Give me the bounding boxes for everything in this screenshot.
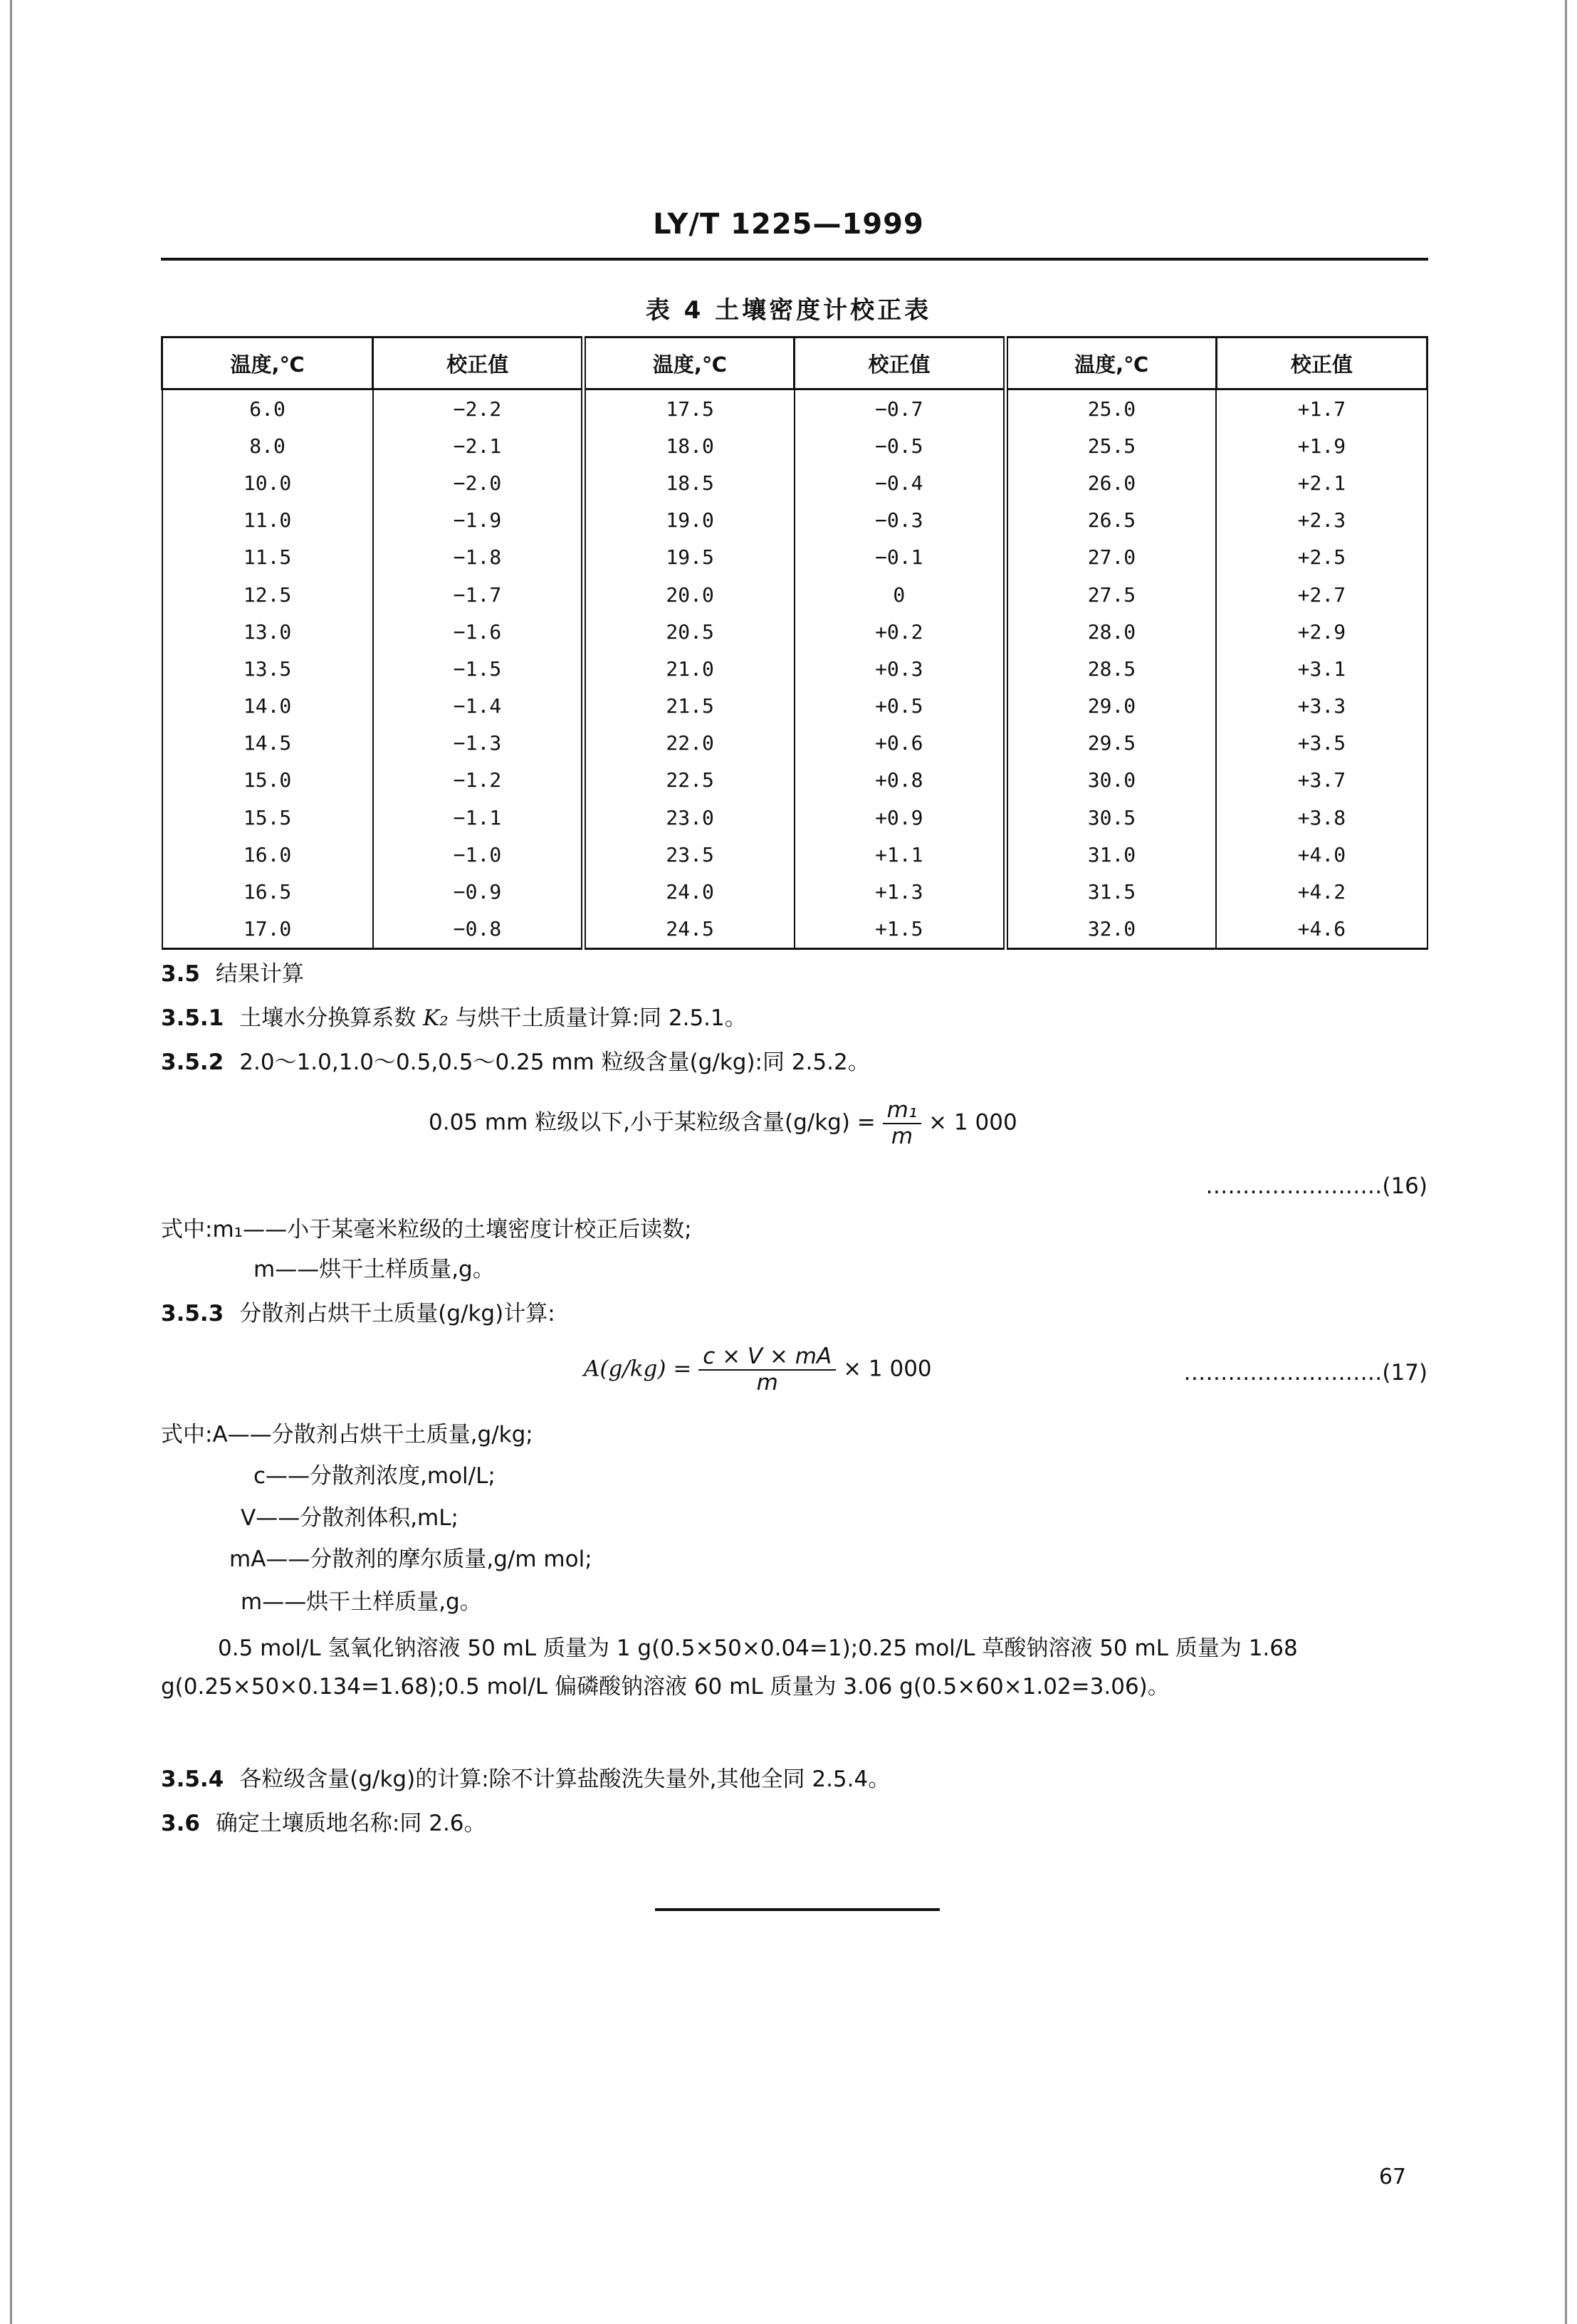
temperature-cell: 24.5 <box>584 911 795 949</box>
formula-16 <box>429 1099 1017 1148</box>
temperature-cell: 16.5 <box>162 873 373 910</box>
reagent-mass-note: 0.5 mol/L 氢氧化钠溶液 50 mL 质量为 1 g(0.5×50×0.04=1);0.25 mol/L 草酸钠溶液 50 mL 质量为 1.68 g(0.25×50×0.134=1.68);0.5 mol/L 偏磷酸钠溶液 60 mL 质量为 3.06 g(0.5×60×1.02=3.06)。 <box>161 1635 1298 1700</box>
section-title: 结果计算 <box>215 961 304 987</box>
section-number: 3.6 <box>161 1811 200 1836</box>
equation-number-17: ………………………(17) <box>1183 1360 1427 1386</box>
temperature-cell: 25.5 <box>1005 427 1216 464</box>
temperature-cell: 15.0 <box>162 762 373 799</box>
fraction-denominator: m <box>891 1124 913 1149</box>
fraction-numerator: c × V × mA <box>698 1346 836 1371</box>
temperature-cell: 28.5 <box>1005 650 1216 687</box>
table-row <box>162 650 1427 687</box>
where-label: 式中: <box>161 1217 213 1242</box>
correction-cell: +2.9 <box>1216 613 1427 650</box>
temperature-cell: 29.0 <box>1005 688 1216 725</box>
table-header-row <box>162 337 1427 389</box>
temperature-cell: 21.0 <box>584 650 795 687</box>
correction-cell: +1.9 <box>1216 427 1427 464</box>
section-number: 3.5 <box>161 961 200 987</box>
temperature-cell: 22.0 <box>584 725 795 762</box>
temperature-cell: 18.0 <box>584 427 795 464</box>
temperature-cell: 16.0 <box>162 836 373 873</box>
col-header-correction: 校正值 <box>795 337 1005 389</box>
variable-definition: m₁——小于某毫米粒级的土壤密度计校正后读数; <box>212 1217 692 1242</box>
temperature-cell: 23.5 <box>584 836 795 873</box>
temperature-cell: 22.5 <box>584 762 795 799</box>
correction-cell: −1.6 <box>373 613 584 650</box>
table-row <box>162 539 1427 576</box>
correction-cell: −0.8 <box>373 911 584 949</box>
table-row <box>162 873 1427 910</box>
table-row <box>162 427 1427 464</box>
correction-cell: +4.0 <box>1216 836 1427 873</box>
correction-cell: +3.3 <box>1216 688 1427 725</box>
formula-fraction <box>883 1099 922 1148</box>
temperature-cell: 25.0 <box>1005 389 1216 428</box>
temperature-cell: 6.0 <box>162 389 373 428</box>
where-17-m: m——烘干土样质量,g。 <box>241 1589 482 1615</box>
temperature-cell: 11.0 <box>162 502 373 539</box>
temperature-cell: 18.5 <box>584 464 795 501</box>
section-3-5-3 <box>161 1303 555 1325</box>
correction-cell: −0.9 <box>373 873 584 910</box>
table-row <box>162 725 1427 762</box>
temperature-cell: 28.0 <box>1005 613 1216 650</box>
section-3-5-2 <box>161 1052 870 1074</box>
temperature-cell: 30.5 <box>1005 799 1216 836</box>
scan-edge-left <box>10 0 12 2324</box>
table-row <box>162 502 1427 539</box>
table-row <box>162 464 1427 501</box>
correction-cell: −0.7 <box>795 389 1005 428</box>
correction-cell: +3.5 <box>1216 725 1427 762</box>
formula-left: A(g/kg) = <box>584 1356 699 1382</box>
table-row <box>162 762 1427 799</box>
correction-cell: +2.7 <box>1216 576 1427 613</box>
col-header-temp: 温度,℃ <box>162 337 373 389</box>
temperature-cell: 17.5 <box>584 389 795 428</box>
correction-cell: +2.1 <box>1216 464 1427 501</box>
correction-cell: −1.4 <box>373 688 584 725</box>
temperature-cell: 14.0 <box>162 688 373 725</box>
table-row <box>162 613 1427 650</box>
correction-cell: +0.3 <box>795 650 1005 687</box>
col-header-correction: 校正值 <box>373 337 584 389</box>
correction-cell: +3.1 <box>1216 650 1427 687</box>
correction-cell: +1.1 <box>795 836 1005 873</box>
table-caption: 表 4 土壤密度计校正表 <box>645 296 932 325</box>
section-text: 2.0～1.0,1.0～0.5,0.5～0.25 mm 粒级含量(g/kg):同 2.5.2。 <box>239 1050 870 1075</box>
formula-17 <box>584 1346 932 1394</box>
correction-cell: −0.1 <box>795 539 1005 576</box>
temperature-cell: 19.0 <box>584 502 795 539</box>
temperature-cell: 20.5 <box>584 613 795 650</box>
correction-cell: +3.8 <box>1216 799 1427 836</box>
correction-cell: +3.7 <box>1216 762 1427 799</box>
section-number: 3.5.2 <box>161 1050 224 1075</box>
correction-cell: −1.9 <box>373 502 584 539</box>
fraction-denominator: m <box>756 1370 778 1396</box>
correction-cell: +1.3 <box>795 873 1005 910</box>
correction-cell: +1.5 <box>795 911 1005 949</box>
correction-cell: −0.3 <box>795 502 1005 539</box>
temperature-cell: 8.0 <box>162 427 373 464</box>
correction-cell: +4.2 <box>1216 873 1427 910</box>
col-header-temp: 温度,℃ <box>1005 337 1216 389</box>
temperature-cell: 14.5 <box>162 725 373 762</box>
temperature-cell: 24.0 <box>584 873 795 910</box>
variable-definition: A——分散剂占烘干土质量,g/kg; <box>212 1422 533 1448</box>
temperature-cell: 27.0 <box>1005 539 1216 576</box>
temperature-cell: 10.0 <box>162 464 373 501</box>
formula-right: × 1 000 <box>836 1356 932 1382</box>
correction-cell: −1.3 <box>373 725 584 762</box>
correction-cell: −0.4 <box>795 464 1005 501</box>
correction-cell: −2.2 <box>373 389 584 428</box>
section-number: 3.5.3 <box>161 1301 224 1326</box>
correction-cell: +2.5 <box>1216 539 1427 576</box>
correction-cell: +0.5 <box>795 688 1005 725</box>
page-number: 67 <box>1378 2165 1406 2189</box>
col-header-correction: 校正值 <box>1216 337 1427 389</box>
temperature-cell: 29.5 <box>1005 725 1216 762</box>
section-number: 3.5.1 <box>161 1005 224 1031</box>
correction-cell: −1.2 <box>373 762 584 799</box>
k2-symbol: K₂ <box>423 1005 449 1031</box>
correction-cell: 0 <box>795 576 1005 613</box>
section-3-5-1 <box>161 1007 747 1030</box>
table-row <box>162 911 1427 949</box>
where-17-A <box>161 1424 533 1446</box>
temperature-cell: 26.5 <box>1005 502 1216 539</box>
temperature-cell: 26.0 <box>1005 464 1216 501</box>
formula-fraction <box>698 1346 836 1394</box>
where-16-m: m——烘干土样质量,g。 <box>253 1257 495 1282</box>
correction-cell: −1.5 <box>373 650 584 687</box>
correction-cell: −1.1 <box>373 799 584 836</box>
table-row <box>162 576 1427 613</box>
correction-cell: −1.0 <box>373 836 584 873</box>
temperature-cell: 12.5 <box>162 576 373 613</box>
section-title: 分散剂占烘干土质量(g/kg)计算: <box>239 1301 555 1326</box>
temperature-cell: 17.0 <box>162 911 373 949</box>
where-17-c: c——分散剂浓度,mol/L; <box>253 1463 496 1489</box>
section-3-5 <box>161 963 304 985</box>
where-16-m1 <box>161 1219 692 1241</box>
table-body <box>162 389 1427 949</box>
temperature-cell: 32.0 <box>1005 911 1216 949</box>
temperature-cell: 27.5 <box>1005 576 1216 613</box>
correction-cell: −2.0 <box>373 464 584 501</box>
fraction-numerator: m₁ <box>883 1099 922 1124</box>
correction-cell: +4.6 <box>1216 911 1427 949</box>
section-3-5-4 <box>161 1766 891 1792</box>
section-text: 土壤水分换算系数 <box>239 1005 424 1031</box>
table-row <box>162 799 1427 836</box>
temperature-cell: 11.5 <box>162 539 373 576</box>
section-number: 3.5.4 <box>161 1766 224 1792</box>
temperature-cell: 21.5 <box>584 688 795 725</box>
col-header-temp: 温度,℃ <box>584 337 795 389</box>
correction-cell: +0.2 <box>795 613 1005 650</box>
formula-left: 0.05 mm 粒级以下,小于某粒级含量(g/kg) = <box>429 1109 883 1136</box>
table-row <box>162 688 1427 725</box>
temperature-cell: 13.0 <box>162 613 373 650</box>
correction-cell: −1.8 <box>373 539 584 576</box>
section-text: 各粒级含量(g/kg)的计算:除不计算盐酸洗失量外,其他全同 2.5.4。 <box>239 1766 891 1792</box>
end-rule <box>655 1908 940 1911</box>
scan-edge-right <box>1565 0 1567 2324</box>
correction-cell: +0.6 <box>795 725 1005 762</box>
table-row <box>162 389 1427 428</box>
header-rule <box>161 258 1428 261</box>
correction-cell: +0.8 <box>795 762 1005 799</box>
section-text: 与烘干土质量计算:同 2.5.1。 <box>448 1005 747 1031</box>
temperature-cell: 30.0 <box>1005 762 1216 799</box>
temperature-cell: 31.0 <box>1005 836 1216 873</box>
where-label: 式中: <box>161 1422 213 1448</box>
correction-cell: −1.7 <box>373 576 584 613</box>
table-row <box>162 836 1427 873</box>
formula-right: × 1 000 <box>921 1109 1017 1136</box>
temperature-cell: 13.5 <box>162 650 373 687</box>
temperature-cell: 20.0 <box>584 576 795 613</box>
calibration-table <box>161 336 1428 950</box>
standard-code-header: LY/T 1225—1999 <box>653 208 924 241</box>
correction-cell: −0.5 <box>795 427 1005 464</box>
correction-cell: +0.9 <box>795 799 1005 836</box>
correction-cell: −2.1 <box>373 427 584 464</box>
section-3-6 <box>161 1813 486 1835</box>
equation-number-16: ……………………(16) <box>1205 1173 1427 1199</box>
where-17-mA: mA——分散剂的摩尔质量,g/m mol; <box>229 1546 592 1572</box>
temperature-cell: 23.0 <box>584 799 795 836</box>
temperature-cell: 19.5 <box>584 539 795 576</box>
temperature-cell: 31.5 <box>1005 873 1216 910</box>
section-text: 确定土壤质地名称:同 2.6。 <box>215 1811 486 1836</box>
correction-cell: +2.3 <box>1216 502 1427 539</box>
where-17-V: V——分散剂体积,mL; <box>241 1505 459 1531</box>
correction-cell: +1.7 <box>1216 389 1427 428</box>
temperature-cell: 15.5 <box>162 799 373 836</box>
